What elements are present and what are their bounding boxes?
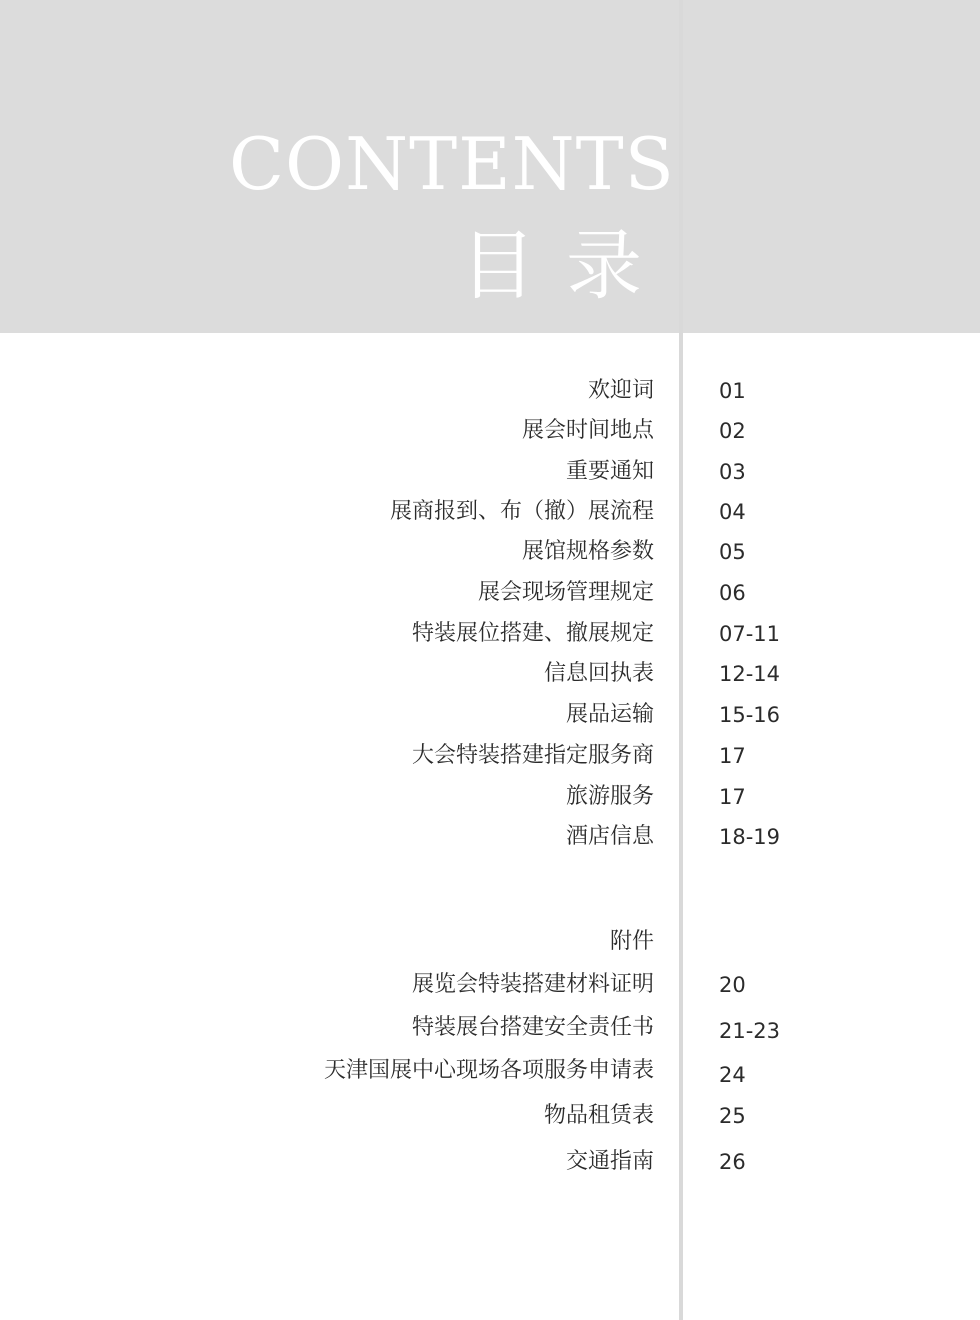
toc-entry[interactable] — [0, 779, 980, 815]
annex-entry-page: 21-23 — [719, 1019, 781, 1043]
annex-entry-title: 物品租赁表 — [543, 1103, 654, 1128]
toc-entry-page: 15-16 — [719, 703, 781, 727]
toc-entry-title: 大会特装搭建指定服务商 — [411, 743, 654, 768]
toc-entry[interactable] — [0, 738, 980, 774]
toc-entry[interactable] — [0, 373, 980, 409]
toc-entry-page: 03 — [719, 460, 746, 484]
toc-entry[interactable] — [0, 413, 980, 449]
toc-entry-page: 12-14 — [719, 662, 781, 686]
toc-entry[interactable] — [0, 494, 980, 530]
toc-entry-page: 04 — [719, 500, 746, 524]
annex-entry-title: 交通指南 — [565, 1149, 654, 1174]
toc-entry-title: 展商报到、布（撤）展流程 — [389, 499, 654, 524]
annex-entry[interactable] — [0, 1010, 980, 1046]
toc-entry-title: 展会现场管理规定 — [477, 580, 654, 605]
annex-entry[interactable] — [0, 967, 980, 1003]
toc-entry-title: 展馆规格参数 — [521, 539, 654, 564]
toc-entry-title: 旅游服务 — [565, 784, 654, 809]
toc-entry-title: 欢迎词 — [587, 378, 654, 403]
contents-title-english: CONTENTS — [228, 122, 675, 206]
toc-entry-title: 信息回执表 — [543, 661, 654, 686]
toc-entry-title: 展会时间地点 — [521, 418, 654, 443]
toc-entry-page: 05 — [719, 540, 746, 564]
contents-title-chinese: 目录 — [460, 221, 672, 310]
toc-entry-title: 特装展位搭建、撤展规定 — [411, 621, 654, 646]
toc-entry-page: 17 — [719, 785, 746, 809]
toc-entry[interactable] — [0, 454, 980, 490]
annex-entry-page: 25 — [719, 1104, 746, 1128]
toc-entry[interactable] — [0, 534, 980, 570]
toc-entry-page: 17 — [719, 744, 746, 768]
annex-entry-page: 26 — [719, 1150, 746, 1174]
annex-entry[interactable] — [0, 1144, 980, 1180]
annex-entry-page: 24 — [719, 1063, 746, 1087]
toc-entry-page: 18-19 — [719, 825, 781, 849]
annex-entry-title: 展览会特装搭建材料证明 — [411, 972, 654, 997]
annex-entry[interactable] — [0, 1053, 980, 1089]
toc-entry-title: 重要通知 — [565, 459, 654, 484]
annex-heading: 附件 — [609, 929, 654, 954]
toc-entry-page: 01 — [719, 379, 746, 403]
annex-entry-title: 天津国展中心现场各项服务申请表 — [323, 1058, 654, 1083]
toc-entry-page: 02 — [719, 419, 746, 443]
toc-entry[interactable] — [0, 656, 980, 692]
toc-entry-title: 酒店信息 — [565, 824, 654, 849]
toc-entry-title: 展品运输 — [565, 702, 654, 727]
toc-entry-page: 07-11 — [719, 622, 781, 646]
annex-entry[interactable] — [0, 1098, 980, 1134]
annex-entry-title: 特装展台搭建安全责任书 — [411, 1015, 654, 1040]
toc-entry[interactable] — [0, 575, 980, 611]
annex-entry-page: 20 — [719, 973, 746, 997]
toc-entry[interactable] — [0, 819, 980, 855]
toc-entry-page: 06 — [719, 581, 746, 605]
toc-entry[interactable] — [0, 697, 980, 733]
toc-entry[interactable] — [0, 616, 980, 652]
